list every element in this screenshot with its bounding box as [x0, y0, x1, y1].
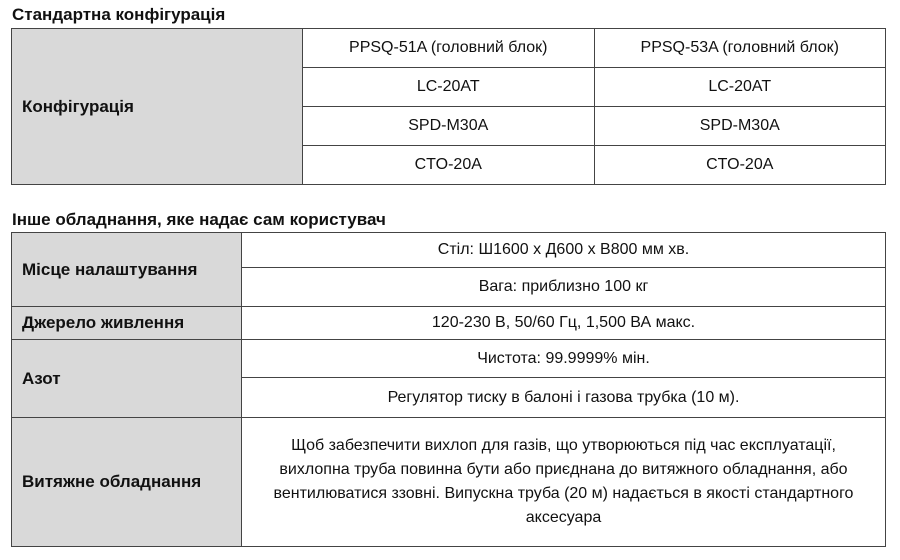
table-row: [12, 418, 886, 547]
model-b-main-unit: PPSQ-53A (головний блок): [594, 29, 886, 68]
installation-table-size: Стіл: Ш1600 x Д600 x В800 мм хв.: [242, 233, 886, 268]
model-b-detector: SPD-M30A: [594, 107, 886, 146]
exhaust-equipment-description: Щоб забезпечити вихлоп для газів, що утворюються під час експлуатації, вихлопна труба повинна бути або приєднана до витяжного обладнання, або вентилюватися ззовні. Випускна труба (20 м) надається в якості стандартного аксесуара: [242, 418, 886, 547]
standard-config-title: Стандартна конфігурація: [12, 5, 226, 24]
model-a-main-unit: PPSQ-51A (головний блок): [303, 29, 595, 68]
user-equipment-table: [11, 232, 886, 547]
nitrogen-label: Азот: [12, 340, 242, 418]
nitrogen-regulator: Регулятор тиску в балоні і газова трубка (10 м).: [242, 378, 886, 418]
nitrogen-purity: Чистота: 99.9999% мін.: [242, 340, 886, 378]
exhaust-equipment-label: Витяжне обладнання: [12, 418, 242, 547]
power-supply-value: 120-230 В, 50/60 Гц, 1,500 ВА макс.: [242, 307, 886, 340]
model-b-oven: CTO-20A: [594, 146, 886, 185]
table-row: [12, 340, 886, 378]
power-supply-label: Джерело живлення: [12, 307, 242, 340]
table-row: [12, 233, 886, 268]
model-b-pump: LC-20AT: [594, 68, 886, 107]
installation-weight: Вага: приблизно 100 кг: [242, 268, 886, 307]
table-row: [12, 307, 886, 340]
installation-site-label: Місце налаштування: [12, 233, 242, 307]
model-a-oven: CTO-20A: [303, 146, 595, 185]
model-a-pump: LC-20AT: [303, 68, 595, 107]
standard-config-table: [11, 28, 886, 185]
user-equipment-title: Інше обладнання, яке надає сам користувач: [12, 210, 386, 229]
model-a-detector: SPD-M30A: [303, 107, 595, 146]
config-label: Конфігурація: [12, 29, 303, 185]
table-row: [12, 29, 886, 68]
